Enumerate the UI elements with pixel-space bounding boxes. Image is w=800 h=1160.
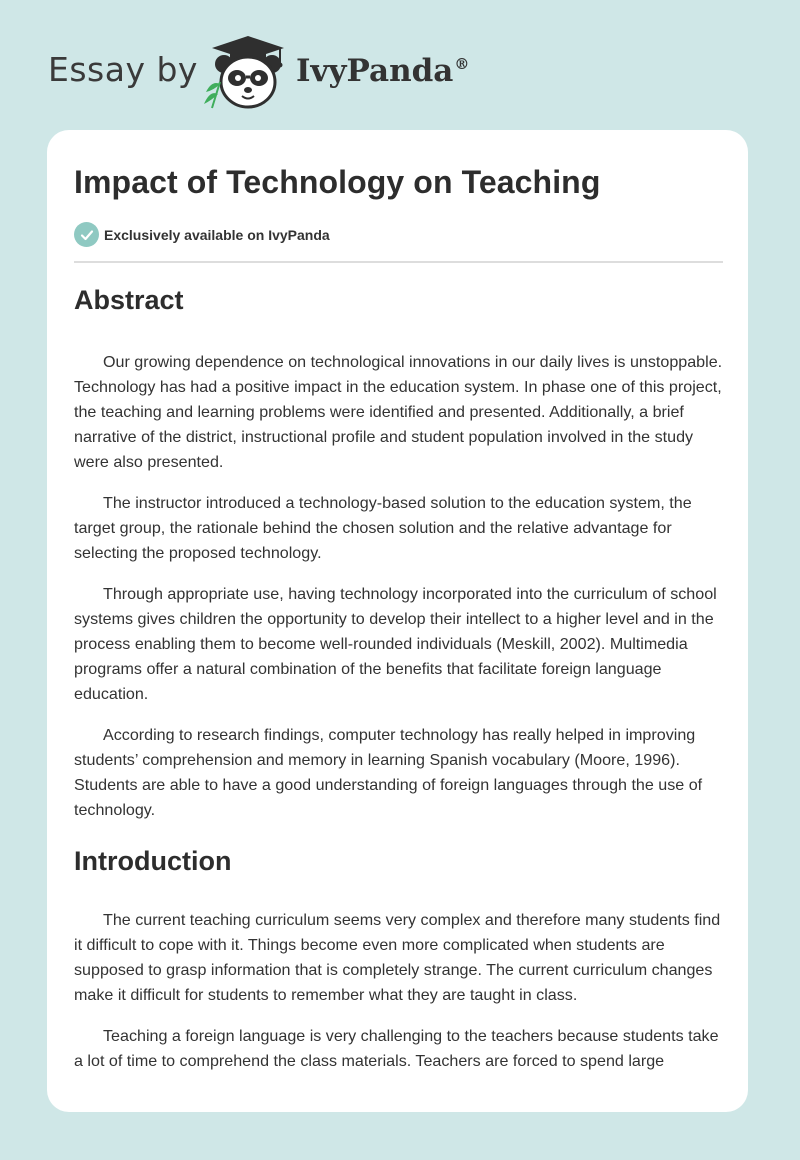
panda-logo-icon[interactable] (200, 34, 292, 110)
paragraph: Teaching a foreign language is very challenging to the teachers because students take a lot of time to comprehend the class materials. Teachers are forced to spend large (74, 1027, 719, 1070)
site-header (0, 0, 800, 130)
paragraph: Our growing dependence on technological innovations in our daily lives is unstoppable. Technology has had a positive impact in the education system. In phase one of this project, the teaching and learning problems were identified and presented. Additionally, a brief narrative of the district, instructional profile and student population involved in the study were also presented. (74, 353, 723, 471)
check-icon (74, 222, 99, 247)
section-heading: Introduction (74, 846, 232, 876)
essay-by-label: Essay by (48, 50, 198, 89)
paragraph: According to research findings, computer technology has really helped in improving students’ comprehension and memory in learning Spanish vocabulary (Moore, 1996). Students are able to have a good understanding of foreign languages through the use of technology. (74, 726, 703, 819)
paragraph: Through appropriate use, having technology incorporated into the curriculum of school systems gives children the opportunity to develop their intellect to a higher level and in the process enabling them to become well-rounded individuals (Meskill, 2002). Multimedia programs offer a natural combination of the benefits that facilitate foreign language education. (74, 585, 717, 703)
badge-label: Exclusively available on IvyPanda (104, 226, 330, 243)
essay-card (47, 130, 748, 1112)
brand-name[interactable]: IvyPanda® (296, 53, 470, 89)
page-title: Impact of Technology on Teaching (74, 164, 601, 200)
section-heading: Abstract (74, 285, 184, 315)
exclusive-badge (74, 222, 330, 247)
registered-mark: ® (454, 55, 470, 73)
paragraph: The current teaching curriculum seems very complex and therefore many students find it difficult to cope with it. Things become even more complicated when students are supposed to grasp information that is completely strange. The current curriculum changes make it difficult for students to remember what they are taught in class. (74, 911, 721, 1004)
essay-body (74, 278, 724, 1090)
divider (74, 261, 723, 263)
paragraph: The instructor introduced a technology-based solution to the education system, the target group, the rationale behind the chosen solution and the relative advantage for selecting the proposed technology. (74, 494, 692, 562)
